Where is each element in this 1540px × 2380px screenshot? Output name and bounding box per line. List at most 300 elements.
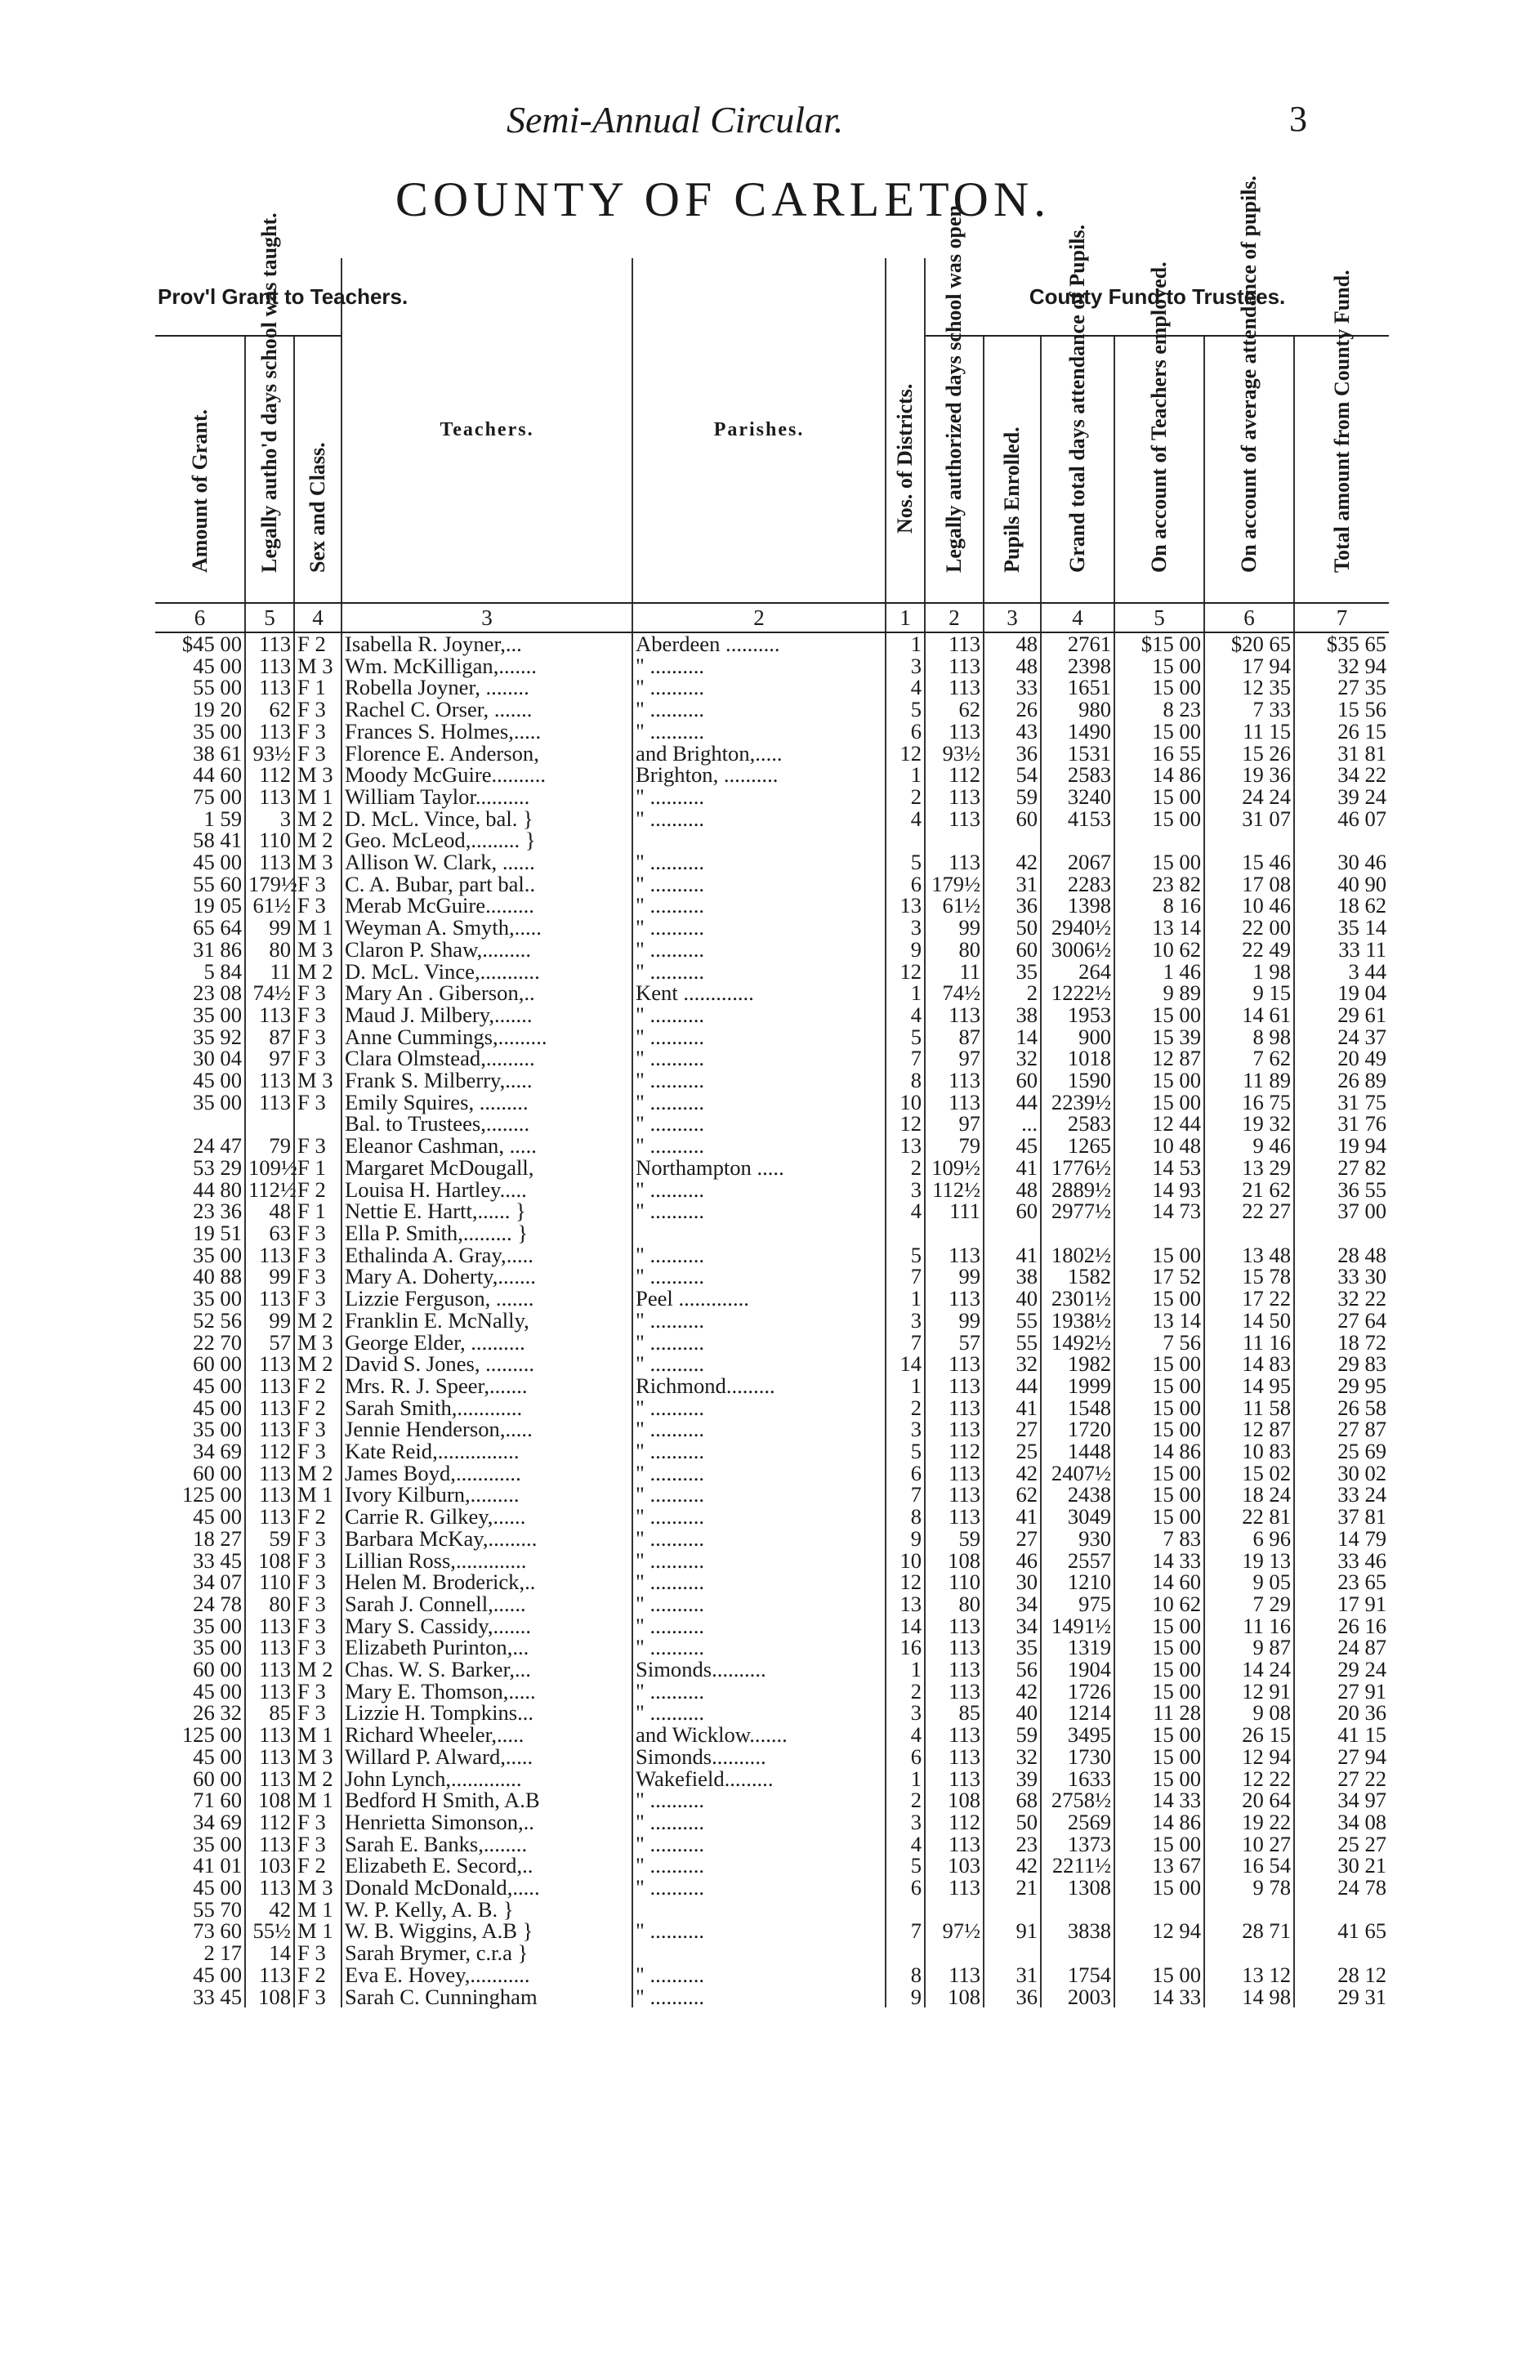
cell-sex-class: F 2: [294, 1506, 341, 1528]
cell-district: 4: [886, 1200, 925, 1222]
grand-total-header: [1041, 224, 1114, 603]
cell-district: 9: [886, 939, 925, 961]
cell-legal-days: 42: [245, 1899, 294, 1921]
cell-pupils: 25: [984, 1440, 1041, 1462]
cell-pupils: 35: [984, 1637, 1041, 1659]
cell-total-fund: 27 87: [1337, 1417, 1387, 1442]
cell-grand-total: 1651: [1041, 676, 1114, 699]
cell-teacher: Geo. McLeod,......... }: [341, 829, 632, 851]
table-row: [155, 1353, 1389, 1375]
table-row: [155, 1550, 1389, 1572]
cell-grand-total: 2761: [1041, 632, 1114, 655]
cell-grand-total: [1041, 829, 1114, 851]
cell-days-open: 113: [925, 786, 984, 808]
cell-amount: 45 00: [155, 1964, 245, 1986]
cell-amount: 26 32: [155, 1702, 245, 1724]
cell-grand-total: 3049: [1041, 1506, 1114, 1528]
cell-sex-class: F 2: [294, 632, 341, 655]
cell-grand-total: 1214: [1041, 1702, 1114, 1724]
cell-avg-attend: 19 32: [1204, 1113, 1294, 1135]
cell-sex-class: F 3: [294, 1811, 341, 1833]
cell-amount: 35 00: [155, 1833, 245, 1855]
cell-avg-attend: 17 08: [1204, 873, 1294, 895]
cell-days-open: 113: [925, 721, 984, 743]
cell-sex-class: F 3: [294, 1702, 341, 1724]
grand-total-header-text: Grand total days attendance of Pupils.: [1065, 224, 1090, 573]
table-row: [155, 1877, 1389, 1899]
page: [155, 65, 1387, 2337]
cell-legal-days: 113: [245, 1746, 294, 1768]
cell-grand-total: [1041, 1899, 1114, 1921]
cell-avg-attend: 16 54: [1204, 1855, 1294, 1877]
cell-teachers-acct: 8 16: [1114, 895, 1204, 917]
col-number: 1: [886, 603, 925, 632]
cell-total-fund: 33 30: [1337, 1264, 1387, 1289]
cell-district: [886, 1899, 925, 1921]
table-row: [155, 1681, 1389, 1703]
cell-pupils: 34: [984, 1593, 1041, 1615]
cell-teacher: Bal. to Trustees,........: [341, 1113, 632, 1135]
cell-grand-total: 1730: [1041, 1746, 1114, 1768]
cell-avg-attend: 7 62: [1204, 1047, 1294, 1069]
cell-avg-attend: 11 16: [1204, 1615, 1294, 1637]
cell-avg-attend: 11 58: [1204, 1397, 1294, 1419]
cell-parish: " ..........: [632, 1069, 886, 1092]
cell-district: 8: [886, 1506, 925, 1528]
cell-legal-days: 110: [245, 829, 294, 851]
cell-legal-days: 3: [245, 808, 294, 830]
cell-avg-attend: 10 83: [1204, 1440, 1294, 1462]
cell-sex-class: M 3: [294, 1877, 341, 1899]
cell-district: 1: [886, 1768, 925, 1790]
cell-days-open: 85: [925, 1702, 984, 1724]
avg-attend-header-text: On account of average attendance of pupils.: [1237, 175, 1261, 573]
cell-grand-total: 1490: [1041, 721, 1114, 743]
cell-pupils: 41: [984, 1157, 1041, 1179]
cell-teachers-acct: 14 93: [1114, 1179, 1204, 1201]
table-row: [155, 982, 1389, 1004]
cell-days-open: 113: [925, 1375, 984, 1397]
table-row: [155, 699, 1389, 721]
cell-pupils: [984, 1899, 1041, 1921]
cell-district: 9: [886, 1528, 925, 1550]
cell-district: 3: [886, 655, 925, 677]
cell-teachers-acct: 15 00: [1114, 1833, 1204, 1855]
cell-grand-total: 1938½: [1041, 1310, 1114, 1332]
cell-legal-days: 113: [245, 1833, 294, 1855]
cell-parish: " ..........: [632, 1681, 886, 1703]
cell-district: 7: [886, 1484, 925, 1506]
cell-sex-class: M 3: [294, 851, 341, 873]
cell-district: 2: [886, 1397, 925, 1419]
cell-days-open: [925, 1942, 984, 1964]
cell-amount: 35 00: [155, 721, 245, 743]
cell-amount: 60 00: [155, 1659, 245, 1681]
cell-legal-days: 113: [245, 1484, 294, 1506]
cell-sex-class: [294, 1113, 341, 1135]
cell-avg-attend: 9 15: [1204, 982, 1294, 1004]
cell-amount: 60 00: [155, 1462, 245, 1485]
cell-district: 2: [886, 1681, 925, 1703]
cell-avg-attend: 26 15: [1204, 1724, 1294, 1746]
cell-teacher: Margaret McDougall,: [341, 1157, 632, 1179]
cell-days-open: 113: [925, 1288, 984, 1310]
table-row: [155, 1899, 1389, 1921]
cell-teachers-acct: 15 00: [1114, 1462, 1204, 1485]
cell-sex-class: M 3: [294, 1746, 341, 1768]
cell-parish: " ..........: [632, 1789, 886, 1811]
cell-amount: 75 00: [155, 786, 245, 808]
cell-amount: $45 00: [155, 632, 245, 655]
cell-days-open: 113: [925, 1615, 984, 1637]
cell-teacher: Henrietta Simonson,..: [341, 1811, 632, 1833]
cell-district: 1: [886, 1288, 925, 1310]
cell-avg-attend: 22 81: [1204, 1506, 1294, 1528]
cell-legal-days: 55½: [245, 1920, 294, 1942]
cell-pupils: 48: [984, 655, 1041, 677]
cell-amount: 45 00: [155, 1397, 245, 1419]
cell-teacher: David S. Jones, .........: [341, 1353, 632, 1375]
amount-header-text: Amount of Grant.: [187, 409, 212, 573]
cell-amount: 34 69: [155, 1440, 245, 1462]
parishes-header: Parishes.: [632, 258, 886, 603]
cell-total-fund: 33 24: [1337, 1482, 1387, 1507]
cell-pupils: 34: [984, 1615, 1041, 1637]
cell-sex-class: M 2: [294, 829, 341, 851]
cell-sex-class: F 3: [294, 1615, 341, 1637]
cell-legal-days: 113: [245, 721, 294, 743]
cell-teacher: Frances S. Holmes,.....: [341, 721, 632, 743]
cell-teachers-acct: 14 33: [1114, 1550, 1204, 1572]
cell-avg-attend: 24 24: [1204, 786, 1294, 808]
cell-teacher: Clara Olmstead,.........: [341, 1047, 632, 1069]
table-row: [155, 1484, 1389, 1506]
table-row: [155, 632, 1389, 655]
cell-grand-total: 1018: [1041, 1047, 1114, 1069]
cell-sex-class: M 3: [294, 764, 341, 786]
cell-sex-class: F 3: [294, 1986, 341, 2008]
cell-teacher: Eleanor Cashman, .....: [341, 1135, 632, 1157]
cell-avg-attend: 11 89: [1204, 1069, 1294, 1092]
cell-avg-attend: 28 71: [1204, 1920, 1294, 1942]
cell-pupils: 41: [984, 1397, 1041, 1419]
cell-grand-total: 2758½: [1041, 1789, 1114, 1811]
cell-pupils: 59: [984, 786, 1041, 808]
cell-legal-days: 113: [245, 1353, 294, 1375]
cell-district: 12: [886, 1571, 925, 1593]
cell-teachers-acct: 15 00: [1114, 808, 1204, 830]
cell-legal-days: 113: [245, 851, 294, 873]
cell-district: 13: [886, 1135, 925, 1157]
cell-total-fund: [1294, 1942, 1389, 1964]
table-row: [155, 1266, 1389, 1288]
cell-legal-days: 113: [245, 655, 294, 677]
cell-grand-total: 2583: [1041, 764, 1114, 786]
cell-days-open: 97½: [925, 1920, 984, 1942]
cell-parish: " ..........: [632, 1200, 886, 1222]
cell-parish: " ..........: [632, 1877, 886, 1899]
cell-teacher: Rachel C. Orser, .......: [341, 699, 632, 721]
cell-parish: " ..........: [632, 1550, 886, 1572]
cell-sex-class: F 3: [294, 1418, 341, 1440]
cell-avg-attend: 9 08: [1204, 1702, 1294, 1724]
cell-grand-total: 980: [1041, 699, 1114, 721]
cell-district: 5: [886, 1026, 925, 1048]
cell-days-open: 113: [925, 1397, 984, 1419]
cell-amount: 35 00: [155, 1418, 245, 1440]
cell-parish: Simonds..........: [632, 1659, 886, 1681]
cell-pupils: [984, 1942, 1041, 1964]
cell-teachers-acct: [1114, 1222, 1204, 1244]
table-row: [155, 1593, 1389, 1615]
legally-open-header-text: Legally authorized days school was open: [942, 205, 966, 573]
col-number: 7: [1294, 603, 1389, 632]
cell-teacher: Kate Reid,...............: [341, 1440, 632, 1462]
cell-amount: 5 84: [155, 961, 245, 983]
cell-pupils: 36: [984, 743, 1041, 765]
cell-legal-days: 113: [245, 1724, 294, 1746]
cell-days-open: 113: [925, 1244, 984, 1266]
legally-days-header: [245, 212, 294, 603]
cell-avg-attend: 15 78: [1204, 1266, 1294, 1288]
cell-parish: " ..........: [632, 655, 886, 677]
cell-total-fund: 29 95: [1337, 1373, 1387, 1398]
cell-amount: 35 00: [155, 1615, 245, 1637]
cell-teacher: Sarah J. Connell,......: [341, 1593, 632, 1615]
cell-avg-attend: 9 05: [1204, 1571, 1294, 1593]
cell-total-fund: 31 76: [1337, 1111, 1387, 1136]
table-row: [155, 1768, 1389, 1790]
cell-avg-attend: 11 16: [1204, 1332, 1294, 1354]
cell-grand-total: 264: [1041, 961, 1114, 983]
cell-grand-total: 3495: [1041, 1724, 1114, 1746]
cell-days-open: 93½: [925, 743, 984, 765]
cell-teacher: Nettie E. Hartt,...... }: [341, 1200, 632, 1222]
cell-parish: " ..........: [632, 808, 886, 830]
cell-grand-total: 2301½: [1041, 1288, 1114, 1310]
cell-district: 5: [886, 1244, 925, 1266]
cell-avg-attend: [1204, 1942, 1294, 1964]
cell-teacher: Florence E. Anderson,: [341, 743, 632, 765]
cell-days-open: 11: [925, 961, 984, 983]
cell-avg-attend: 10 27: [1204, 1833, 1294, 1855]
cell-pupils: 23: [984, 1833, 1041, 1855]
cell-teacher: Maud J. Milbery,.......: [341, 1004, 632, 1026]
cell-teacher: Anne Cummings,.........: [341, 1026, 632, 1048]
cell-grand-total: 1398: [1041, 895, 1114, 917]
table-row: [155, 1047, 1389, 1069]
cell-district: 7: [886, 1332, 925, 1354]
cell-teachers-acct: 8 23: [1114, 699, 1204, 721]
cell-total-fund: 46 07: [1337, 806, 1387, 831]
cell-pupils: 38: [984, 1004, 1041, 1026]
page-number: 3: [1289, 99, 1307, 139]
cell-teachers-acct: 15 00: [1114, 1375, 1204, 1397]
cell-pupils: 56: [984, 1659, 1041, 1681]
teachers-acct-header: [1114, 261, 1204, 603]
cell-legal-days: 103: [245, 1855, 294, 1877]
cell-teacher: Sarah Smith,............: [341, 1397, 632, 1419]
cell-sex-class: F 3: [294, 1550, 341, 1572]
cell-total-fund: 29 24: [1337, 1657, 1387, 1682]
cell-teacher: Donald McDonald,.....: [341, 1877, 632, 1899]
cell-avg-attend: 13 48: [1204, 1244, 1294, 1266]
cell-avg-attend: 13 12: [1204, 1964, 1294, 1986]
table-row: [155, 808, 1389, 830]
cell-sex-class: F 3: [294, 1288, 341, 1310]
table-row: [155, 1157, 1389, 1179]
cell-amount: 30 04: [155, 1047, 245, 1069]
cell-district: 1: [886, 982, 925, 1004]
cell-total-fund: 3 44: [1348, 958, 1387, 984]
cell-grand-total: 3240: [1041, 786, 1114, 808]
cell-teachers-acct: 14 53: [1114, 1157, 1204, 1179]
cell-amount: 1 59: [155, 808, 245, 830]
cell-district: 13: [886, 1593, 925, 1615]
cell-parish: Richmond.........: [632, 1375, 886, 1397]
cell-legal-days: 113: [245, 1681, 294, 1703]
cell-district: 7: [886, 1047, 925, 1069]
cell-avg-attend: [1204, 1222, 1294, 1244]
cell-total-fund: 15 56: [1337, 697, 1387, 722]
cell-teachers-acct: 14 86: [1114, 1811, 1204, 1833]
cell-grand-total: 1373: [1041, 1833, 1114, 1855]
cell-parish: " ..........: [632, 917, 886, 939]
cell-parish: " ..........: [632, 1135, 886, 1157]
cell-pupils: 42: [984, 851, 1041, 873]
cell-amount: 125 00: [155, 1484, 245, 1506]
table-row: [155, 655, 1389, 677]
cell-avg-attend: 9 78: [1204, 1877, 1294, 1899]
cell-avg-attend: 10 46: [1204, 895, 1294, 917]
cell-avg-attend: 12 91: [1204, 1681, 1294, 1703]
cell-legal-days: 62: [245, 699, 294, 721]
cell-district: 1: [886, 632, 925, 655]
cell-pupils: 31: [984, 1964, 1041, 1986]
cell-grand-total: 2977½: [1041, 1200, 1114, 1222]
cell-parish: " ..........: [632, 1353, 886, 1375]
cell-teacher: Allison W. Clark, ......: [341, 851, 632, 873]
cell-days-open: 113: [925, 1833, 984, 1855]
cell-parish: " ..........: [632, 1026, 886, 1048]
cell-sex-class: F 2: [294, 1375, 341, 1397]
cell-parish: " ..........: [632, 1528, 886, 1550]
cell-total-fund: 30 46: [1337, 850, 1387, 875]
cell-teachers-acct: 14 33: [1114, 1789, 1204, 1811]
cell-district: 1: [886, 1659, 925, 1681]
cell-parish: " ..........: [632, 1964, 886, 1986]
table-row: [155, 961, 1389, 983]
cell-days-open: 80: [925, 1593, 984, 1615]
cell-amount: 45 00: [155, 1506, 245, 1528]
cell-legal-days: 80: [245, 1593, 294, 1615]
cell-amount: 35 92: [155, 1026, 245, 1048]
col-number: 4: [294, 603, 341, 632]
cell-teacher: Mary E. Thomson,.....: [341, 1681, 632, 1703]
cell-total-fund: 27 35: [1337, 675, 1387, 700]
cell-teacher: Bedford H Smith, A.B: [341, 1789, 632, 1811]
pupils-header-text: Pupils Enrolled.: [1000, 426, 1024, 573]
cell-legal-days: 48: [245, 1200, 294, 1222]
cell-parish: " ..........: [632, 1615, 886, 1637]
cell-total-fund: 39 24: [1337, 784, 1387, 809]
cell-legal-days: 14: [245, 1942, 294, 1964]
cell-days-open: 108: [925, 1550, 984, 1572]
cell-teacher: Mary An . Giberson,..: [341, 982, 632, 1004]
cell-legal-days: 113: [245, 1877, 294, 1899]
cell-parish: " ..........: [632, 1418, 886, 1440]
cell-sex-class: M 3: [294, 655, 341, 677]
cell-days-open: 113: [925, 632, 984, 655]
cell-grand-total: 1754: [1041, 1964, 1114, 1986]
cell-teacher: Mary A. Doherty,.......: [341, 1266, 632, 1288]
cell-days-open: 113: [925, 676, 984, 699]
cell-teachers-acct: 15 00: [1114, 676, 1204, 699]
cell-avg-attend: 7 33: [1204, 699, 1294, 721]
sex-class-header: [294, 336, 341, 603]
cell-amount: 45 00: [155, 655, 245, 677]
cell-legal-days: 11: [245, 961, 294, 983]
cell-sex-class: F 2: [294, 1179, 341, 1201]
cell-teachers-acct: 7 56: [1114, 1332, 1204, 1354]
cell-grand-total: 2889½: [1041, 1179, 1114, 1201]
total-fund-header-text: Total amount from County Fund.: [1329, 270, 1354, 573]
cell-teacher: Mrs. R. J. Speer,.......: [341, 1375, 632, 1397]
cell-grand-total: 1633: [1041, 1768, 1114, 1790]
cell-amount: 65 64: [155, 917, 245, 939]
cell-total-fund: [1294, 829, 1389, 851]
cell-teacher: James Boyd,............: [341, 1462, 632, 1485]
cell-amount: 23 08: [155, 982, 245, 1004]
cell-pupils: 31: [984, 873, 1041, 895]
cell-pupils: [984, 829, 1041, 851]
cell-district: 5: [886, 1855, 925, 1877]
cell-avg-attend: 19 36: [1204, 764, 1294, 786]
cell-teachers-acct: 12 87: [1114, 1047, 1204, 1069]
cell-parish: " ..........: [632, 1179, 886, 1201]
cell-district: 12: [886, 743, 925, 765]
cell-avg-attend: 8 98: [1204, 1026, 1294, 1048]
cell-amount: 73 60: [155, 1920, 245, 1942]
cell-teachers-acct: 15 00: [1114, 1397, 1204, 1419]
cell-parish: " ..........: [632, 1833, 886, 1855]
cell-parish: " ..........: [632, 961, 886, 983]
sex-class-header-text: Sex and Class.: [306, 442, 330, 573]
cell-pupils: 91: [984, 1920, 1041, 1942]
cell-legal-days: 79: [245, 1135, 294, 1157]
amount-header: [155, 336, 245, 603]
cell-legal-days: 113: [245, 1462, 294, 1485]
cell-pupils: [984, 1222, 1041, 1244]
cell-sex-class: M 1: [294, 1920, 341, 1942]
cell-district: 16: [886, 1637, 925, 1659]
cell-parish: " ..........: [632, 939, 886, 961]
cell-teacher: D. McL. Vince,...........: [341, 961, 632, 983]
cell-teachers-acct: 15 00: [1114, 1615, 1204, 1637]
cell-teacher: Sarah Brymer, c.r.a }: [341, 1942, 632, 1964]
cell-amount: 41 01: [155, 1855, 245, 1877]
cell-grand-total: 2557: [1041, 1550, 1114, 1572]
cell-grand-total: 1776½: [1041, 1157, 1114, 1179]
table-row: [155, 1113, 1389, 1135]
cell-avg-attend: 15 26: [1204, 743, 1294, 765]
cell-parish: [632, 1222, 886, 1244]
cell-grand-total: 1582: [1041, 1266, 1114, 1288]
cell-teacher: Elizabeth E. Secord,..: [341, 1855, 632, 1877]
cell-teachers-acct: [1114, 829, 1204, 851]
cell-days-open: 97: [925, 1113, 984, 1135]
cell-district: 5: [886, 699, 925, 721]
